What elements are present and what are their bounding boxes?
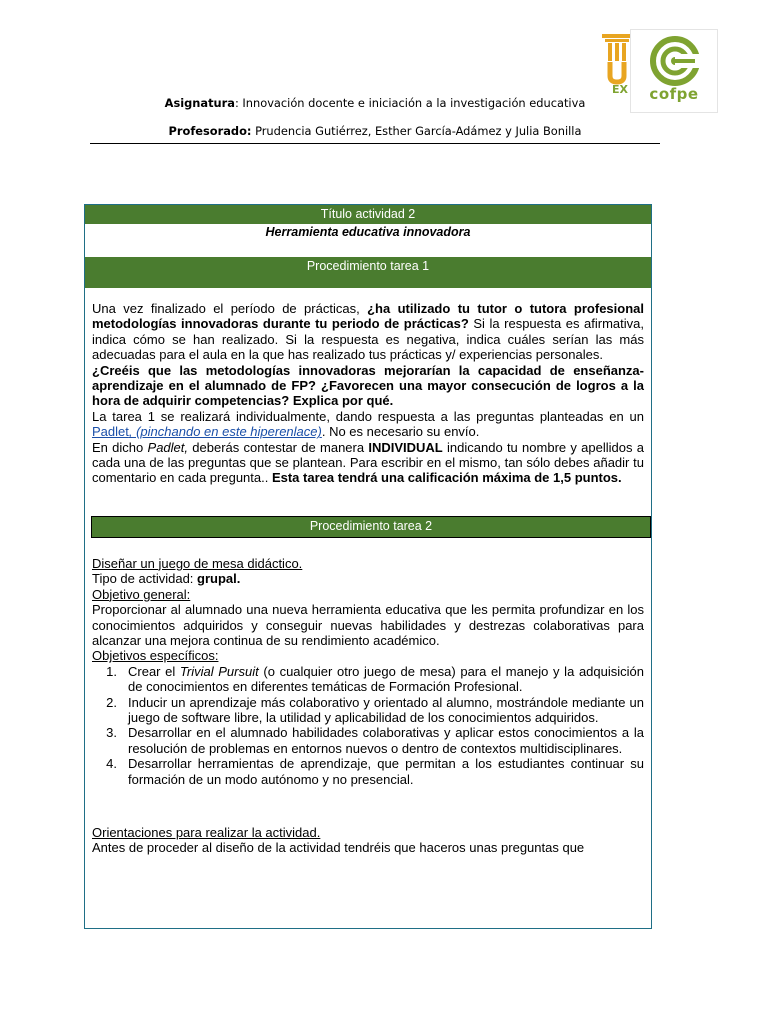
cofpe-target-logo-icon (631, 30, 719, 86)
task1-body (85, 288, 651, 486)
svg-text:EX: EX (612, 83, 628, 94)
asignatura-value: : Innovación docente e iniciación a la investigación educativa (234, 96, 586, 110)
task2-general-objective-label: Objetivo general: (92, 586, 191, 602)
list-item: 1. Crear el Trivial Pursuit (o cualquier otro juego de mesa) para el manejo y la adquisición de conocimientos en diferentes temáticas de Formación Profesional. (106, 663, 644, 695)
list-item: 2. Inducir un aprendizaje más colaborativo y orientado al alumno, mostrándole mediante un juego de software libre, la utilidad y aplicabilidad de los conocimientos adquiridos. (106, 694, 644, 725)
task1-paragraph-4: En dicho Padlet, deberás contestar de manera INDIVIDUAL indicando tu nombre y apellidos a cada una de las preguntas que se plantean. Para escribir en el mismo, tan sólo debes añadir tu comentario en cada pregunta.. Esta tarea tendrá una calificación máxima de 1,5 puntos. (92, 439, 644, 486)
task2-guidelines-label: Orientaciones para realizar la actividad. (92, 824, 321, 840)
asignatura-label: Asignatura (164, 96, 235, 110)
activity-subtitle: Herramienta educativa innovadora (265, 225, 471, 239)
list-item: 4. Desarrollar herramientas de aprendizaje, que permitan a los estudiantes continuar su formación de un modo autónomo y no presencial. (106, 756, 644, 787)
activity-title-bar: Título actividad 2 (85, 205, 651, 224)
activity-card (84, 204, 652, 929)
task1-paragraph-2: ¿Creéis que las metodologías innovadoras mejorarían la capacidad de enseñanza-aprendizaje en el alumnado de FP? ¿Favorecen una mayor consecución de logros a la hora de adquirir competencias? Explica por qué. (92, 362, 644, 409)
task1-paragraph-1: Una vez finalizado el período de prácticas, ¿ha utilizado tu tutor o tutora profesional metodologías innovadoras durante tu periodo de prácticas? Si la respuesta es afirmativa, indica cómo se han realizado. Si la respuesta es negativa, indica cuáles serían las más adecuadas para el aula en la que has realizado tus prácticas y/ experiencias personales. (92, 301, 644, 363)
asignatura-line (90, 95, 660, 111)
task1-paragraph-3: La tarea 1 se realizará individualmente, dando respuesta a las preguntas planteadas en un Padlet, (pinchando en este hiperenlace). No es necesario su envío. (92, 408, 644, 440)
task2-title: Diseñar un juego de mesa didáctico. (92, 555, 303, 571)
header-divider (90, 143, 660, 144)
ue-column-logo-icon (600, 32, 634, 94)
profesorado-label: Profesorado: (168, 124, 252, 138)
task1-header-bar: Procedimiento tarea 1 (85, 257, 651, 288)
padlet-hyperlink-note[interactable]: , (pinchando en este hiperenlace) (128, 424, 322, 440)
task2-activity-type: Tipo de actividad: grupal. (92, 571, 241, 587)
padlet-link[interactable]: Padlet (92, 424, 129, 440)
task2-body (85, 538, 651, 856)
document-header (90, 95, 660, 139)
profesorado-line (90, 123, 660, 139)
task2-guidelines-text: Antes de proceder al diseño de la actividad tendréis que haceros unas preguntas que (92, 840, 585, 856)
task2-specific-objectives-label: Objetivos específicos: (92, 648, 219, 664)
specific-objectives-list (92, 664, 644, 787)
cofpe-logo-text: cofpe (649, 85, 699, 103)
profesorado-value: Prudencia Gutiérrez, Esther García-Adámez y Julia Bonilla (251, 124, 582, 138)
task2-general-objective: Proporcionar al alumnado una nueva herramienta educativa que les permita profundizar en los conocimientos adquiridos y conseguir nuevas habilidades y destrezas colaborativas para alcanzar una mejora continua de su rendimiento académico. (92, 602, 644, 648)
list-item: 3. Desarrollar en el alumnado habilidades colaborativas y aplicar estos conocimientos a la resolución de problemas en entornos nuevos o dentro de contextos multidisciplinares. (106, 725, 644, 756)
task2-header-bar: Procedimiento tarea 2 (91, 516, 651, 538)
